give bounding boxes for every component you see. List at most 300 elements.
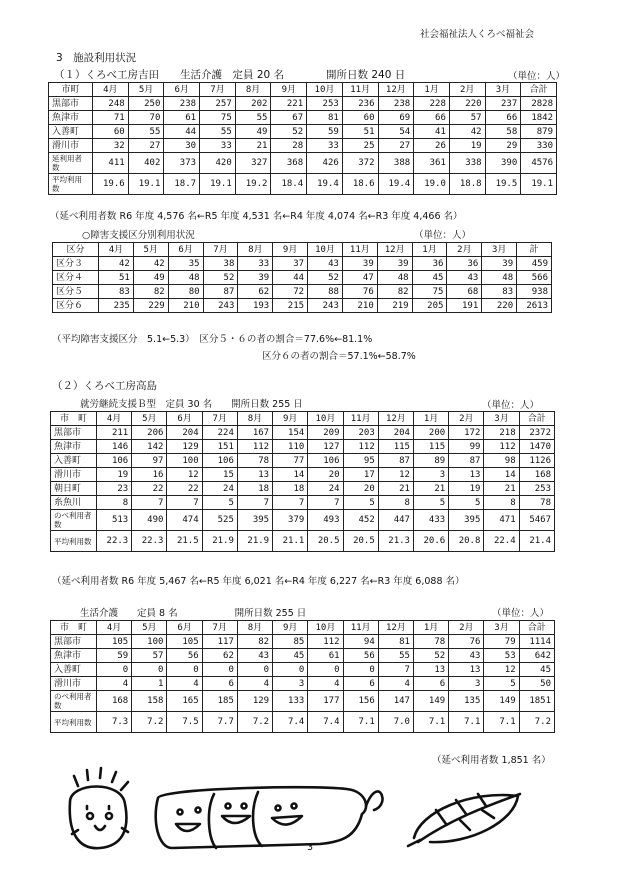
table-cell: 19.0 bbox=[414, 174, 450, 195]
table-cell: 合計 bbox=[521, 83, 557, 97]
table-cell: 7.1 bbox=[484, 712, 519, 733]
table-cell: 38 bbox=[203, 257, 238, 271]
table-cell: 42 bbox=[99, 257, 134, 271]
row-label: 入善町 bbox=[51, 663, 97, 677]
table-cell: 14 bbox=[484, 468, 519, 482]
table-cell: 59 bbox=[97, 649, 132, 663]
table-cell: 4 bbox=[378, 677, 413, 691]
table-cell: 474 bbox=[167, 510, 202, 531]
table-cell: 146 bbox=[97, 440, 132, 454]
facility2-unit: （単位：人） bbox=[482, 400, 540, 411]
table-cell: 100 bbox=[167, 454, 202, 468]
table-cell: 3 bbox=[273, 677, 308, 691]
table-cell: 228 bbox=[414, 97, 450, 111]
table-cell: 42 bbox=[133, 257, 168, 271]
table-cell: 42 bbox=[449, 125, 485, 139]
table-cell: 13 bbox=[449, 468, 484, 482]
table-cell: 5 bbox=[449, 496, 484, 510]
table-cell: 105 bbox=[97, 635, 132, 649]
table-cell: 69 bbox=[378, 111, 414, 125]
table-cell: 94 bbox=[343, 635, 378, 649]
table-cell: 253 bbox=[519, 482, 554, 496]
table-cell: 7.2 bbox=[519, 712, 554, 733]
table-cell: 21 bbox=[378, 482, 413, 496]
table-cell: 55 bbox=[200, 125, 236, 139]
table-cell: 22 bbox=[167, 482, 202, 496]
table-cell: 7 bbox=[132, 496, 167, 510]
table-cell: 7.2 bbox=[237, 712, 272, 733]
table-cell: 127 bbox=[308, 440, 343, 454]
table-cell: 19.4 bbox=[378, 174, 414, 195]
table-cell: 7月 bbox=[203, 243, 238, 257]
table-cell: 66 bbox=[414, 111, 450, 125]
row-label: 平均利用数 bbox=[51, 531, 97, 552]
support-class-note-6: 区分６の者の割合＝57.1%←58.7% bbox=[262, 351, 416, 362]
table-cell: 390 bbox=[485, 153, 521, 174]
table-cell: 78 bbox=[519, 496, 554, 510]
table-cell: 61 bbox=[164, 111, 200, 125]
table-cell: 4月 bbox=[93, 83, 129, 97]
table-cell: 149 bbox=[484, 691, 519, 712]
table-cell: 6月 bbox=[168, 243, 203, 257]
facility1-unit: （単位：人） bbox=[508, 71, 566, 82]
row-label: 滑川市 bbox=[49, 139, 93, 153]
row-label: のべ利用者数 bbox=[51, 691, 97, 712]
table-cell: 6月 bbox=[167, 621, 202, 635]
table-cell: 12 bbox=[378, 468, 413, 482]
table-cell: 57 bbox=[132, 649, 167, 663]
table-cell: 33 bbox=[238, 257, 273, 271]
table-cell: 39 bbox=[342, 257, 377, 271]
table-cell: 18.6 bbox=[342, 174, 378, 195]
table-cell: 7 bbox=[273, 496, 308, 510]
table-cell: 129 bbox=[237, 691, 272, 712]
row-label: 延利用者数 bbox=[49, 153, 93, 174]
table-cell: 95 bbox=[343, 454, 378, 468]
table-cell: 18 bbox=[273, 482, 308, 496]
table-cell: 372 bbox=[342, 153, 378, 174]
table-cell: 9月 bbox=[273, 412, 308, 426]
table-header-row bbox=[51, 621, 555, 635]
table-cell: 433 bbox=[413, 510, 448, 531]
table-cell: 133 bbox=[273, 691, 308, 712]
table-cell: 200 bbox=[413, 426, 448, 440]
table-cell: 135 bbox=[449, 691, 484, 712]
table-cell: 361 bbox=[414, 153, 450, 174]
table-cell: 7.3 bbox=[97, 712, 132, 733]
row-label: 魚津市 bbox=[49, 111, 93, 125]
table-cell: 11月 bbox=[343, 412, 378, 426]
table-cell: 83 bbox=[99, 285, 134, 299]
table-cell: 105 bbox=[167, 635, 202, 649]
table-cell: 938 bbox=[517, 285, 552, 299]
table-cell: 22 bbox=[132, 482, 167, 496]
table-cell: 327 bbox=[235, 153, 271, 174]
table-cell: 1月 bbox=[413, 621, 448, 635]
table-cell: 167 bbox=[237, 426, 272, 440]
table-cell: 4 bbox=[237, 677, 272, 691]
row-label: 朝日町 bbox=[51, 482, 97, 496]
table-cell: 29 bbox=[485, 139, 521, 153]
support-class-unit: （単位：人） bbox=[414, 230, 472, 241]
table-cell: 0 bbox=[308, 663, 343, 677]
facility2-title: （２）くろべ工房高島 bbox=[52, 380, 157, 392]
table-row bbox=[53, 285, 552, 299]
table-cell: 6 bbox=[202, 677, 237, 691]
table-cell: 19.5 bbox=[485, 174, 521, 195]
table-cell: 224 bbox=[202, 426, 237, 440]
table-cell: 12月 bbox=[378, 412, 413, 426]
table-cell: 11月 bbox=[342, 83, 378, 97]
table-cell: 56 bbox=[343, 649, 378, 663]
table-cell: 48 bbox=[168, 271, 203, 285]
table-cell: 112 bbox=[237, 440, 272, 454]
table-cell: 238 bbox=[164, 97, 200, 111]
table-cell: 82 bbox=[237, 635, 272, 649]
table-cell: 1470 bbox=[519, 440, 554, 454]
table-cell: 10月 bbox=[308, 412, 343, 426]
table-cell: 7 bbox=[308, 496, 343, 510]
table-cell: 44 bbox=[273, 271, 308, 285]
table-cell: 115 bbox=[413, 440, 448, 454]
table-cell: 21.4 bbox=[519, 531, 554, 552]
table-cell: 193 bbox=[238, 299, 273, 313]
table-cell: 11月 bbox=[342, 243, 377, 257]
table-cell: 203 bbox=[343, 426, 378, 440]
table-cell: 106 bbox=[308, 454, 343, 468]
table-header-row bbox=[53, 243, 552, 257]
table-cell: 21 bbox=[235, 139, 271, 153]
table-cell: 13 bbox=[237, 468, 272, 482]
row-label: 黒部市 bbox=[49, 97, 93, 111]
table-cell: 452 bbox=[343, 510, 378, 531]
table-cell: 21.3 bbox=[378, 531, 413, 552]
table-cell: 20.5 bbox=[343, 531, 378, 552]
table-cell: 9月 bbox=[273, 621, 308, 635]
table-cell: 447 bbox=[378, 510, 413, 531]
table-cell: 12 bbox=[167, 468, 202, 482]
row-label: 魚津市 bbox=[51, 649, 97, 663]
table-cell: 55 bbox=[378, 649, 413, 663]
table-row bbox=[49, 97, 557, 111]
table-row bbox=[51, 468, 555, 482]
table-cell: 61 bbox=[308, 649, 343, 663]
table-cell: 9月 bbox=[271, 83, 307, 97]
table-cell: 7.7 bbox=[202, 712, 237, 733]
table-cell: 71 bbox=[93, 111, 129, 125]
table-cell: 82 bbox=[133, 285, 168, 299]
table-cell: 8月 bbox=[237, 412, 272, 426]
table-cell: 191 bbox=[447, 299, 482, 313]
table-cell: 5 bbox=[343, 496, 378, 510]
table-cell: 106 bbox=[97, 454, 132, 468]
table-row bbox=[51, 496, 555, 510]
table-cell: 7月 bbox=[202, 412, 237, 426]
table-cell: 70 bbox=[128, 111, 164, 125]
table-cell: 18.8 bbox=[449, 174, 485, 195]
table-cell: 2月 bbox=[449, 621, 484, 635]
table-cell: 1月 bbox=[413, 412, 448, 426]
table-cell: 54 bbox=[378, 125, 414, 139]
table-cell: 20.6 bbox=[413, 531, 448, 552]
table-cell: 490 bbox=[132, 510, 167, 531]
table-cell: 129 bbox=[167, 440, 202, 454]
table-cell: 37 bbox=[273, 257, 308, 271]
table-cell: 218 bbox=[484, 426, 519, 440]
table-cell: 142 bbox=[132, 440, 167, 454]
character-doodle-illustration bbox=[0, 760, 620, 880]
table-cell: 45 bbox=[412, 271, 447, 285]
table-cell: 87 bbox=[449, 454, 484, 468]
table-cell: 154 bbox=[273, 426, 308, 440]
table-cell: 81 bbox=[307, 111, 343, 125]
table-cell: 18 bbox=[237, 482, 272, 496]
table-cell: 82 bbox=[377, 285, 412, 299]
table-cell: 210 bbox=[342, 299, 377, 313]
table-cell: 5467 bbox=[519, 510, 554, 531]
table-row bbox=[51, 635, 555, 649]
table-cell: 210 bbox=[168, 299, 203, 313]
table-cell: 7月 bbox=[200, 83, 236, 97]
table-cell: 7.2 bbox=[132, 712, 167, 733]
table-cell: 12 bbox=[484, 663, 519, 677]
table-cell: 1 bbox=[132, 677, 167, 691]
table-cell: 97 bbox=[132, 454, 167, 468]
table-cell: 3 bbox=[449, 677, 484, 691]
total-row bbox=[49, 153, 557, 174]
table-cell: 75 bbox=[412, 285, 447, 299]
row-label: 市 町 bbox=[51, 412, 97, 426]
facility2-b-type-table bbox=[50, 411, 555, 552]
table-cell: 52 bbox=[308, 271, 343, 285]
table-cell: 368 bbox=[271, 153, 307, 174]
support-class-title: ○障害支援区分別利用状況 bbox=[82, 230, 195, 241]
facility2-care-note: （延べ利用者数 1,851 名） bbox=[432, 755, 551, 766]
table-cell: 35 bbox=[168, 257, 203, 271]
table-cell: 0 bbox=[343, 663, 378, 677]
table-cell: 7.4 bbox=[273, 712, 308, 733]
table-cell: 24 bbox=[202, 482, 237, 496]
table-cell: 379 bbox=[273, 510, 308, 531]
row-label: 区分 bbox=[53, 243, 99, 257]
table-cell: 7.0 bbox=[378, 712, 413, 733]
table-cell: 11月 bbox=[343, 621, 378, 635]
table-cell: 5 bbox=[413, 496, 448, 510]
table-cell: 87 bbox=[378, 454, 413, 468]
table-cell: 1842 bbox=[521, 111, 557, 125]
table-cell: 76 bbox=[449, 635, 484, 649]
table-cell: 5 bbox=[484, 677, 519, 691]
facility1-usage-table bbox=[48, 82, 557, 195]
table-cell: 7.4 bbox=[308, 712, 343, 733]
table-cell: 27 bbox=[128, 139, 164, 153]
row-label: 魚津市 bbox=[51, 440, 97, 454]
table-cell: 21 bbox=[484, 482, 519, 496]
table-cell: 426 bbox=[307, 153, 343, 174]
table-row bbox=[51, 663, 555, 677]
row-label: 平均利用数 bbox=[51, 712, 97, 733]
table-cell: 513 bbox=[97, 510, 132, 531]
table-cell: 235 bbox=[99, 299, 134, 313]
table-cell: 6月 bbox=[167, 412, 202, 426]
table-cell: 115 bbox=[378, 440, 413, 454]
facility2-b-type-note: （延べ利用者数 R6 年度 5,467 名←R5 年度 6,021 名←R4 年度 6,227 名←R3 年度 6,088 名） bbox=[52, 576, 465, 587]
table-cell: 10月 bbox=[308, 243, 343, 257]
table-cell: 76 bbox=[342, 285, 377, 299]
table-cell: 81 bbox=[378, 635, 413, 649]
table-cell: 220 bbox=[482, 299, 517, 313]
table-cell: 3 bbox=[413, 468, 448, 482]
table-cell: 7.1 bbox=[413, 712, 448, 733]
table-cell: 6 bbox=[413, 677, 448, 691]
table-cell: 19.1 bbox=[128, 174, 164, 195]
table-cell: 80 bbox=[168, 285, 203, 299]
table-cell: 185 bbox=[202, 691, 237, 712]
table-cell: 236 bbox=[342, 97, 378, 111]
facility2-care-table bbox=[50, 620, 555, 733]
table-cell: 100 bbox=[132, 635, 167, 649]
table-cell: 62 bbox=[202, 649, 237, 663]
table-cell: 22.3 bbox=[132, 531, 167, 552]
table-cell: 0 bbox=[273, 663, 308, 677]
table-cell: 168 bbox=[97, 691, 132, 712]
table-cell: 43 bbox=[237, 649, 272, 663]
table-cell: 19.1 bbox=[521, 174, 557, 195]
table-cell: 525 bbox=[202, 510, 237, 531]
table-row bbox=[51, 440, 555, 454]
table-cell: 50 bbox=[519, 677, 554, 691]
table-cell: 18.4 bbox=[271, 174, 307, 195]
table-cell: 215 bbox=[273, 299, 308, 313]
table-cell: 60 bbox=[93, 125, 129, 139]
table-cell: 45 bbox=[519, 663, 554, 677]
table-cell: 110 bbox=[273, 440, 308, 454]
table-cell: 21 bbox=[413, 482, 448, 496]
table-cell: 8月 bbox=[237, 621, 272, 635]
org-name: 社会福祉法人くろべ福祉会 bbox=[420, 29, 535, 40]
table-cell: 28 bbox=[271, 139, 307, 153]
table-cell: 0 bbox=[202, 663, 237, 677]
table-cell: 5月 bbox=[128, 83, 164, 97]
table-cell: 9月 bbox=[273, 243, 308, 257]
table-row bbox=[49, 139, 557, 153]
table-cell: 168 bbox=[519, 468, 554, 482]
table-cell: 57 bbox=[449, 111, 485, 125]
table-cell: 33 bbox=[200, 139, 236, 153]
table-cell: 39 bbox=[377, 257, 412, 271]
table-cell: 72 bbox=[273, 285, 308, 299]
table-cell: 21.5 bbox=[167, 531, 202, 552]
table-cell: 33 bbox=[307, 139, 343, 153]
table-row bbox=[53, 299, 552, 313]
table-cell: 21.9 bbox=[237, 531, 272, 552]
total-row bbox=[51, 510, 555, 531]
table-cell: 1月 bbox=[414, 83, 450, 97]
table-cell: 48 bbox=[482, 271, 517, 285]
table-cell: 23 bbox=[97, 482, 132, 496]
row-label: 区分６ bbox=[53, 299, 99, 313]
facility2-care-unit: （単位：人） bbox=[492, 608, 550, 619]
table-cell: 5月 bbox=[133, 243, 168, 257]
table-cell: 51 bbox=[99, 271, 134, 285]
table-cell: 19.2 bbox=[235, 174, 271, 195]
table-cell: 158 bbox=[132, 691, 167, 712]
table-cell: 147 bbox=[378, 691, 413, 712]
table-cell: 402 bbox=[128, 153, 164, 174]
table-cell: 411 bbox=[93, 153, 129, 174]
table-cell: 117 bbox=[202, 635, 237, 649]
table-cell: 8 bbox=[97, 496, 132, 510]
table-cell: 8月 bbox=[235, 83, 271, 97]
table-cell: 5 bbox=[202, 496, 237, 510]
table-cell: 172 bbox=[449, 426, 484, 440]
table-cell: 52 bbox=[413, 649, 448, 663]
table-cell: 566 bbox=[517, 271, 552, 285]
table-cell: 19.4 bbox=[307, 174, 343, 195]
support-class-table bbox=[52, 242, 552, 313]
table-cell: 48 bbox=[377, 271, 412, 285]
table-cell: 4月 bbox=[99, 243, 134, 257]
table-cell: 49 bbox=[133, 271, 168, 285]
table-row bbox=[51, 482, 555, 496]
table-cell: 7.1 bbox=[343, 712, 378, 733]
table-cell: 205 bbox=[412, 299, 447, 313]
table-cell: 24 bbox=[308, 482, 343, 496]
table-cell: 75 bbox=[200, 111, 236, 125]
table-cell: 420 bbox=[200, 153, 236, 174]
table-cell: 12月 bbox=[377, 243, 412, 257]
table-cell: 19 bbox=[97, 468, 132, 482]
table-cell: 62 bbox=[238, 285, 273, 299]
table-cell: 49 bbox=[235, 125, 271, 139]
table-cell: 98 bbox=[484, 454, 519, 468]
table-cell: 47 bbox=[342, 271, 377, 285]
table-cell: 19 bbox=[449, 139, 485, 153]
row-label: 黒部市 bbox=[51, 635, 97, 649]
table-cell: 13 bbox=[413, 663, 448, 677]
table-cell: 0 bbox=[237, 663, 272, 677]
table-cell: 14 bbox=[273, 468, 308, 482]
table-cell: 221 bbox=[271, 97, 307, 111]
table-row bbox=[49, 111, 557, 125]
table-cell: 68 bbox=[447, 285, 482, 299]
table-cell: 19 bbox=[449, 482, 484, 496]
table-cell: 4月 bbox=[97, 412, 132, 426]
support-class-note: （平均障害支援区分 5.1←5.3） 区分５・６の者の割合＝77.6%←81.1% bbox=[52, 334, 373, 345]
table-cell: 8月 bbox=[238, 243, 273, 257]
table-cell: 165 bbox=[167, 691, 202, 712]
table-cell: 112 bbox=[343, 440, 378, 454]
average-row bbox=[51, 712, 555, 733]
facility1-title: （１）くろべ工房吉田 生活介護 定員 20 名 開所日数 240 日 bbox=[54, 69, 406, 81]
table-cell: 10月 bbox=[308, 621, 343, 635]
table-cell: 26 bbox=[414, 139, 450, 153]
table-cell: 4月 bbox=[97, 621, 132, 635]
table-cell: 7.5 bbox=[167, 712, 202, 733]
table-cell: 395 bbox=[449, 510, 484, 531]
table-cell: 13 bbox=[449, 663, 484, 677]
table-cell: 243 bbox=[308, 299, 343, 313]
table-cell: 4 bbox=[167, 677, 202, 691]
table-cell: 3月 bbox=[484, 621, 519, 635]
table-cell: 20.8 bbox=[449, 531, 484, 552]
table-cell: 459 bbox=[517, 257, 552, 271]
table-cell: 12月 bbox=[378, 83, 414, 97]
table-cell: 257 bbox=[200, 97, 236, 111]
table-cell: 1126 bbox=[519, 454, 554, 468]
row-label: 平均利用数 bbox=[49, 174, 93, 195]
table-header-row bbox=[51, 412, 555, 426]
